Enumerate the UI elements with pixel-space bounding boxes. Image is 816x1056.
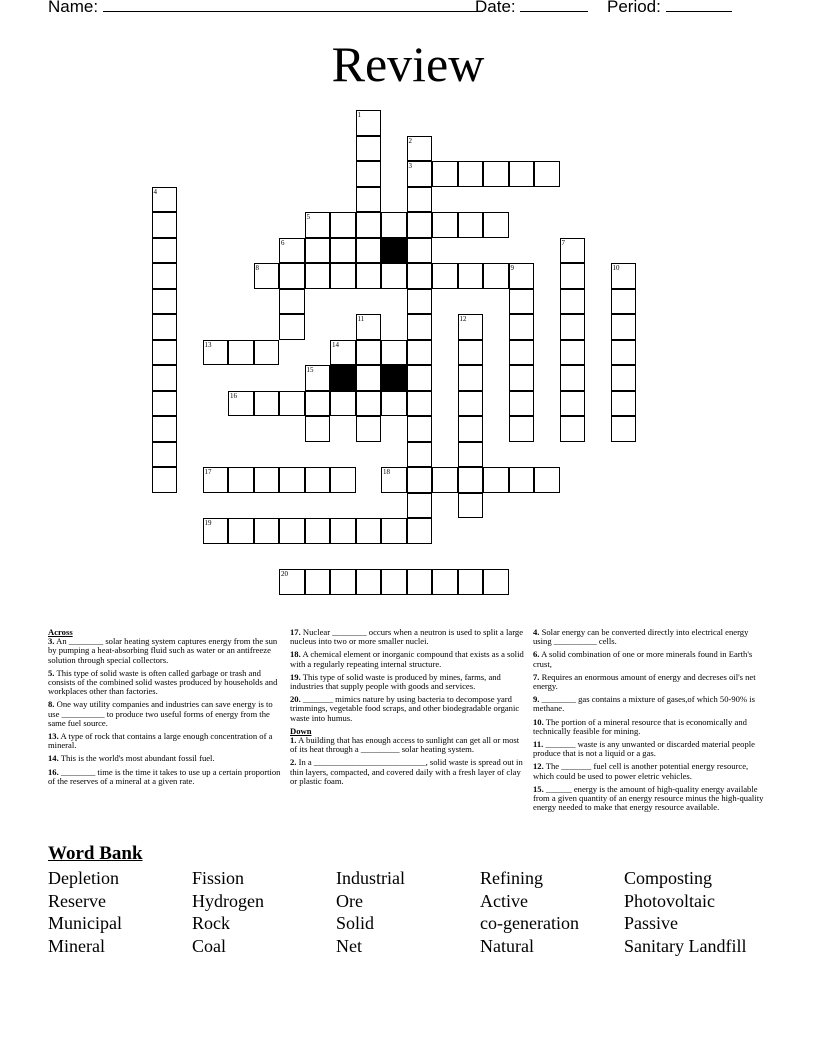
crossword-cell[interactable]: [152, 340, 178, 366]
clue-number: 10: [612, 264, 620, 272]
crossword-cell[interactable]: [458, 442, 484, 468]
clue-number: 13.: [48, 731, 59, 742]
word-bank-word: Ore: [336, 890, 363, 911]
clue-number: 14: [332, 340, 339, 349]
crossword-cell[interactable]: [611, 340, 637, 366]
across-heading: Across: [48, 627, 73, 637]
word-bank-word: Industrial: [336, 868, 405, 888]
crossword-cell[interactable]: [330, 340, 356, 366]
crossword-cell[interactable]: [407, 314, 433, 340]
crossword-cell[interactable]: [407, 289, 433, 315]
crossword-cell[interactable]: [407, 212, 433, 238]
crossword-cell[interactable]: [356, 416, 382, 442]
clue-item: [533, 650, 767, 668]
clue-item: [290, 758, 524, 786]
crossword-cell[interactable]: [509, 416, 535, 442]
crossword-cell[interactable]: [356, 212, 382, 238]
clue-number: 12.: [533, 761, 544, 772]
crossword-cell[interactable]: [407, 340, 433, 366]
crossword-cell[interactable]: [407, 416, 433, 442]
word-bank-word: Active: [480, 890, 528, 911]
clue-text: A chemical element or inorganic compound that exists as a solid with a regularly repeating internal structure.: [290, 649, 524, 669]
date-label: Date:: [475, 0, 516, 16]
clue-number: 14.: [48, 753, 59, 764]
word-bank-word: Photovoltaic: [624, 890, 715, 911]
word-bank-word: Hydrogen: [192, 890, 264, 911]
word-bank-word: Depletion: [48, 868, 119, 888]
crossword-cell[interactable]: [356, 391, 382, 417]
crossword-cell[interactable]: [381, 569, 407, 595]
crossword-cell[interactable]: [407, 238, 433, 264]
clue-item: [533, 740, 767, 758]
clue-number: 12: [459, 315, 467, 323]
crossword-cell[interactable]: [509, 467, 535, 493]
clue-number: 5: [306, 213, 310, 221]
crossword-cell[interactable]: [356, 187, 382, 213]
clue-number: 8.: [48, 699, 55, 710]
crossword-cell[interactable]: [305, 391, 331, 417]
clue-text: In a __________________________, solid waste is spread out in thin layers, compacted, and covered daily with a fresh layer of clay or plastic foam.: [290, 757, 523, 786]
clue-item: [290, 695, 524, 723]
crossword-cell[interactable]: [560, 391, 586, 417]
crossword-cell[interactable]: [458, 391, 484, 417]
crossword-cell[interactable]: [407, 442, 433, 468]
crossword-cell[interactable]: [560, 238, 586, 264]
crossword-cell[interactable]: [305, 518, 331, 544]
crossword-cell[interactable]: [254, 263, 280, 289]
crossword-cell[interactable]: [305, 365, 331, 391]
crossword-cell[interactable]: [432, 569, 458, 595]
crossword-cell[interactable]: [509, 365, 535, 391]
clue-item: [290, 628, 524, 646]
word-bank-word: Municipal: [48, 913, 122, 934]
clue-item: [533, 628, 767, 646]
crossword-cell[interactable]: [483, 467, 509, 493]
clue-text: ________ gas contains a mixture of gases,of which 50-90% is methane.: [533, 694, 755, 714]
crossword-cell[interactable]: [330, 212, 356, 238]
crossword-cell[interactable]: [432, 467, 458, 493]
crossword-cell[interactable]: [458, 263, 484, 289]
clue-number: 6.: [533, 649, 540, 660]
crossword-cell[interactable]: [509, 391, 535, 417]
crossword-cell[interactable]: [279, 391, 305, 417]
crossword-cell[interactable]: [458, 161, 484, 187]
clue-number: 15.: [533, 783, 544, 794]
crossword-cell[interactable]: [305, 263, 331, 289]
clue-text: One way utility companies and industries can save energy is to use __________ to produce two useful forms of energy from the same fuel source.: [48, 699, 273, 728]
crossword-cell[interactable]: [228, 340, 254, 366]
crossword-cell[interactable]: [356, 569, 382, 595]
clue-number: 18: [383, 468, 390, 476]
clue-number: 6: [281, 238, 285, 247]
crossword-cell[interactable]: [407, 518, 433, 544]
crossword-cell[interactable]: [458, 416, 484, 442]
crossword-cell[interactable]: [611, 391, 637, 417]
crossword-cell[interactable]: [509, 161, 535, 187]
crossword-cell[interactable]: [407, 365, 433, 391]
crossword-cell[interactable]: [152, 365, 178, 391]
clue-number: 19.: [290, 671, 301, 682]
crossword-cell[interactable]: [458, 467, 484, 493]
crossword-cell[interactable]: [152, 212, 178, 238]
crossword-cell[interactable]: [330, 391, 356, 417]
word-bank-word: Reserve: [48, 890, 106, 911]
clue-item: [48, 637, 282, 665]
crossword-cell[interactable]: [509, 289, 535, 315]
word-bank-word: Refining: [480, 868, 543, 888]
crossword-cell[interactable]: [407, 493, 433, 519]
crossword-cell[interactable]: [305, 416, 331, 442]
clue-text: _______ waste is any unwanted or discarded material people produce that is not a liquid or a gas.: [533, 739, 755, 759]
crossword-cell[interactable]: [356, 136, 382, 162]
clue-number: 18.: [290, 649, 301, 660]
clue-text: The _______ fuel cell is another potential energy resource, which could be used to power eletric vehicles.: [533, 761, 749, 781]
crossword-cell[interactable]: [611, 263, 637, 289]
clue-number: 3.: [48, 636, 55, 647]
crossword-cell[interactable]: [152, 442, 178, 468]
clue-number: 19: [204, 519, 212, 527]
crossword-cell[interactable]: [381, 467, 407, 493]
crossword-cell[interactable]: [560, 416, 586, 442]
crossword-cell[interactable]: [407, 136, 433, 162]
crossword-cell[interactable]: [458, 493, 484, 519]
crossword-cell[interactable]: [458, 212, 484, 238]
clue-number: 3: [408, 162, 412, 170]
crossword-cell[interactable]: [279, 263, 305, 289]
crossword-cell[interactable]: [458, 569, 484, 595]
crossword-cell[interactable]: [330, 238, 356, 264]
word-bank-word: Mineral: [48, 935, 105, 956]
clue-item: [533, 695, 767, 713]
crossword-cell[interactable]: [330, 263, 356, 289]
crossword-cell[interactable]: [228, 467, 254, 493]
crossword-cell[interactable]: [152, 289, 178, 315]
down-heading: Down: [290, 725, 312, 736]
crossword-cell[interactable]: [458, 314, 484, 340]
clue-number: 2: [408, 136, 412, 145]
crossword-cell[interactable]: [611, 365, 637, 391]
word-bank-title: Word Bank: [48, 843, 143, 864]
word-bank-word: Coal: [192, 935, 226, 956]
clues-column-1: [48, 628, 282, 790]
crossword-cell[interactable]: [152, 467, 178, 493]
clue-text: This is the world's most abundant fossil fuel.: [60, 753, 215, 764]
crossword-cell[interactable]: [305, 238, 331, 264]
clue-text: ________ time is the time it takes to use up a certain proportion of the reserves of a mineral at a given rate.: [48, 766, 281, 786]
crossword-cell[interactable]: [152, 391, 178, 417]
word-bank-word: Fission: [192, 868, 245, 888]
clue-number: 11.: [533, 739, 544, 750]
clue-item: [533, 762, 767, 780]
period-label: Period:: [607, 0, 661, 16]
crossword-cell[interactable]: [203, 467, 229, 493]
blocked-cell: [330, 365, 356, 391]
word-bank-word: Solid: [336, 913, 375, 934]
clue-text: A building that has enough access to sunlight can get all or most of its heat through a _________ solar heating system.: [290, 735, 520, 755]
word-bank-word: co-generation: [480, 913, 579, 934]
crossword-cell[interactable]: [381, 391, 407, 417]
crossword-cell[interactable]: [458, 340, 484, 366]
clue-number: 20: [281, 570, 288, 578]
clue-number: 15: [306, 366, 314, 374]
crossword-cell[interactable]: [534, 467, 560, 493]
crossword-cell[interactable]: [381, 518, 407, 544]
clue-item: [533, 673, 767, 691]
crossword-cell[interactable]: [407, 187, 433, 213]
clue-item: [48, 669, 282, 697]
crossword-cell[interactable]: [534, 161, 560, 187]
clue-number: 4.: [533, 627, 540, 637]
crossword-cell[interactable]: [407, 391, 433, 417]
crossword-cell[interactable]: [432, 263, 458, 289]
clue-text: The portion of a mineral resource that is economically and technically feasible for mining.: [533, 716, 747, 736]
clue-item: [533, 718, 767, 736]
crossword-cell[interactable]: [279, 467, 305, 493]
crossword-cell[interactable]: [152, 314, 178, 340]
clue-number: 16.: [48, 766, 59, 777]
clue-number: 17.: [290, 627, 301, 637]
crossword-cell[interactable]: [279, 238, 305, 264]
crossword-cell[interactable]: [356, 314, 382, 340]
crossword-cell[interactable]: [305, 569, 331, 595]
clue-item: [48, 768, 282, 786]
crossword-cell[interactable]: [483, 161, 509, 187]
crossword-cell[interactable]: [560, 263, 586, 289]
crossword-cell[interactable]: [611, 289, 637, 315]
crossword-cell[interactable]: [483, 212, 509, 238]
crossword-cell[interactable]: [432, 212, 458, 238]
crossword-cell[interactable]: [279, 289, 305, 315]
crossword-cell[interactable]: [611, 416, 637, 442]
crossword-cell[interactable]: [254, 518, 280, 544]
crossword-cell[interactable]: [407, 569, 433, 595]
clue-number: 9.: [533, 694, 540, 705]
crossword-cell[interactable]: [254, 467, 280, 493]
crossword-cell[interactable]: [356, 263, 382, 289]
crossword-cell[interactable]: [305, 212, 331, 238]
crossword-cell[interactable]: [483, 263, 509, 289]
clue-text: A type of rock that contains a large enough concentration of a mineral.: [48, 731, 273, 751]
clue-number: 5.: [48, 667, 55, 678]
clue-text: A solid combination of one or more minerals found in Earth's crust,: [533, 649, 753, 669]
blocked-cell: [381, 365, 407, 391]
crossword-cell[interactable]: [356, 365, 382, 391]
clue-text: Nuclear ________ occurs when a neutron is used to split a large nucleus into two or more smaller nuclei.: [290, 627, 524, 647]
clue-text: _______ mimics nature by using bacteria to decompose yard trimmings, vegetable food scraps, and other biodegradable organic waste into humus.: [290, 694, 520, 723]
clue-number: 11: [357, 315, 365, 323]
page-title: Review: [331, 36, 485, 92]
crossword-cell[interactable]: [330, 467, 356, 493]
blocked-cell: [381, 238, 407, 264]
clue-number: 17: [204, 468, 212, 476]
word-bank-word: Net: [336, 935, 362, 956]
crossword-cell[interactable]: [254, 391, 280, 417]
crossword-cell[interactable]: [152, 187, 178, 213]
clue-item: [533, 785, 767, 813]
clue-number: 2.: [290, 757, 297, 768]
clue-text: An ________ solar heating system captures energy from the sun by pumping a heat-absorbing fluid such as water or an antifreeze solution through special collectors.: [48, 636, 278, 665]
clue-item: [290, 650, 524, 668]
clue-number: 9: [510, 264, 514, 272]
clue-number: 20.: [290, 694, 301, 705]
clue-item: [48, 732, 282, 750]
crossword-cell[interactable]: [228, 391, 254, 417]
crossword-cell[interactable]: [356, 161, 382, 187]
clue-text: This type of solid waste is produced by mines, farms, and industries that supply people with goods and services.: [290, 671, 501, 692]
crossword-cell[interactable]: [330, 569, 356, 595]
clue-number: 8: [255, 264, 259, 272]
crossword-cell[interactable]: [509, 263, 535, 289]
crossword-cell[interactable]: [279, 518, 305, 544]
crossword-cell[interactable]: [407, 263, 433, 289]
crossword-cell[interactable]: [458, 365, 484, 391]
clue-number: 7: [561, 238, 565, 247]
clue-item: [48, 700, 282, 728]
crossword-cell[interactable]: [560, 365, 586, 391]
crossword-cell[interactable]: [305, 467, 331, 493]
crossword-cell[interactable]: [560, 314, 586, 340]
crossword-cell[interactable]: [381, 212, 407, 238]
clue-number: 4: [153, 187, 157, 196]
word-bank-word: Natural: [480, 935, 534, 956]
clue-item: [48, 754, 282, 763]
clue-item: [290, 673, 524, 691]
crossword-cell[interactable]: [228, 518, 254, 544]
clue-item: [290, 736, 524, 754]
crossword-cell[interactable]: [432, 161, 458, 187]
crossword-cell[interactable]: [381, 340, 407, 366]
word-bank-word: Rock: [192, 913, 230, 934]
clue-number: 1: [357, 111, 361, 119]
clues-column-3: [533, 628, 767, 816]
crossword-cell[interactable]: [152, 263, 178, 289]
word-bank-word: Composting: [624, 868, 713, 888]
crossword-cell[interactable]: [407, 467, 433, 493]
word-bank-word: Passive: [624, 913, 678, 934]
crossword-cell[interactable]: [356, 340, 382, 366]
name-label: Name:: [48, 0, 99, 16]
crossword-cell[interactable]: [203, 518, 229, 544]
clue-text: This type of solid waste is often called garbage or trash and consists of the combined solid wastes produced by households and workplaces other than factories.: [48, 667, 278, 697]
crossword-cell[interactable]: [152, 416, 178, 442]
crossword-cell[interactable]: [152, 238, 178, 264]
word-bank-word: Sanitary Landfill: [624, 935, 747, 956]
clue-text: ______ energy is the amount of high-quality energy available from a given quantity of an energy resource minus the high-quality energy needed to make that energy resource available.: [533, 783, 764, 813]
clue-number: 1.: [290, 735, 297, 746]
clue-number: 16: [230, 391, 237, 400]
crossword-cell[interactable]: [407, 161, 433, 187]
crossword-cell[interactable]: [483, 569, 509, 595]
crossword-cell[interactable]: [560, 289, 586, 315]
crossword-cell[interactable]: [381, 263, 407, 289]
crossword-cell[interactable]: [330, 518, 356, 544]
crossword-cell[interactable]: [279, 314, 305, 340]
clue-text: Requires an enormous amount of energy and decreses oil's net energy.: [533, 671, 756, 692]
clue-number: 13: [204, 340, 212, 349]
crossword-cell[interactable]: [611, 314, 637, 340]
clues-column-2: [290, 628, 524, 790]
clue-number: 7.: [533, 671, 540, 682]
crossword-cell[interactable]: [203, 340, 229, 366]
crossword-cell[interactable]: [509, 340, 535, 366]
crossword-cell[interactable]: [356, 238, 382, 264]
crossword-cell[interactable]: [560, 340, 586, 366]
crossword-cell[interactable]: [509, 314, 535, 340]
clue-text: Solar energy can be converted directly into electrical energy using __________ cells.: [533, 627, 749, 647]
clue-number: 10.: [533, 716, 544, 727]
crossword-cell[interactable]: [356, 110, 382, 136]
crossword-cell[interactable]: [254, 340, 280, 366]
crossword-cell[interactable]: [279, 569, 305, 595]
crossword-cell[interactable]: [356, 518, 382, 544]
